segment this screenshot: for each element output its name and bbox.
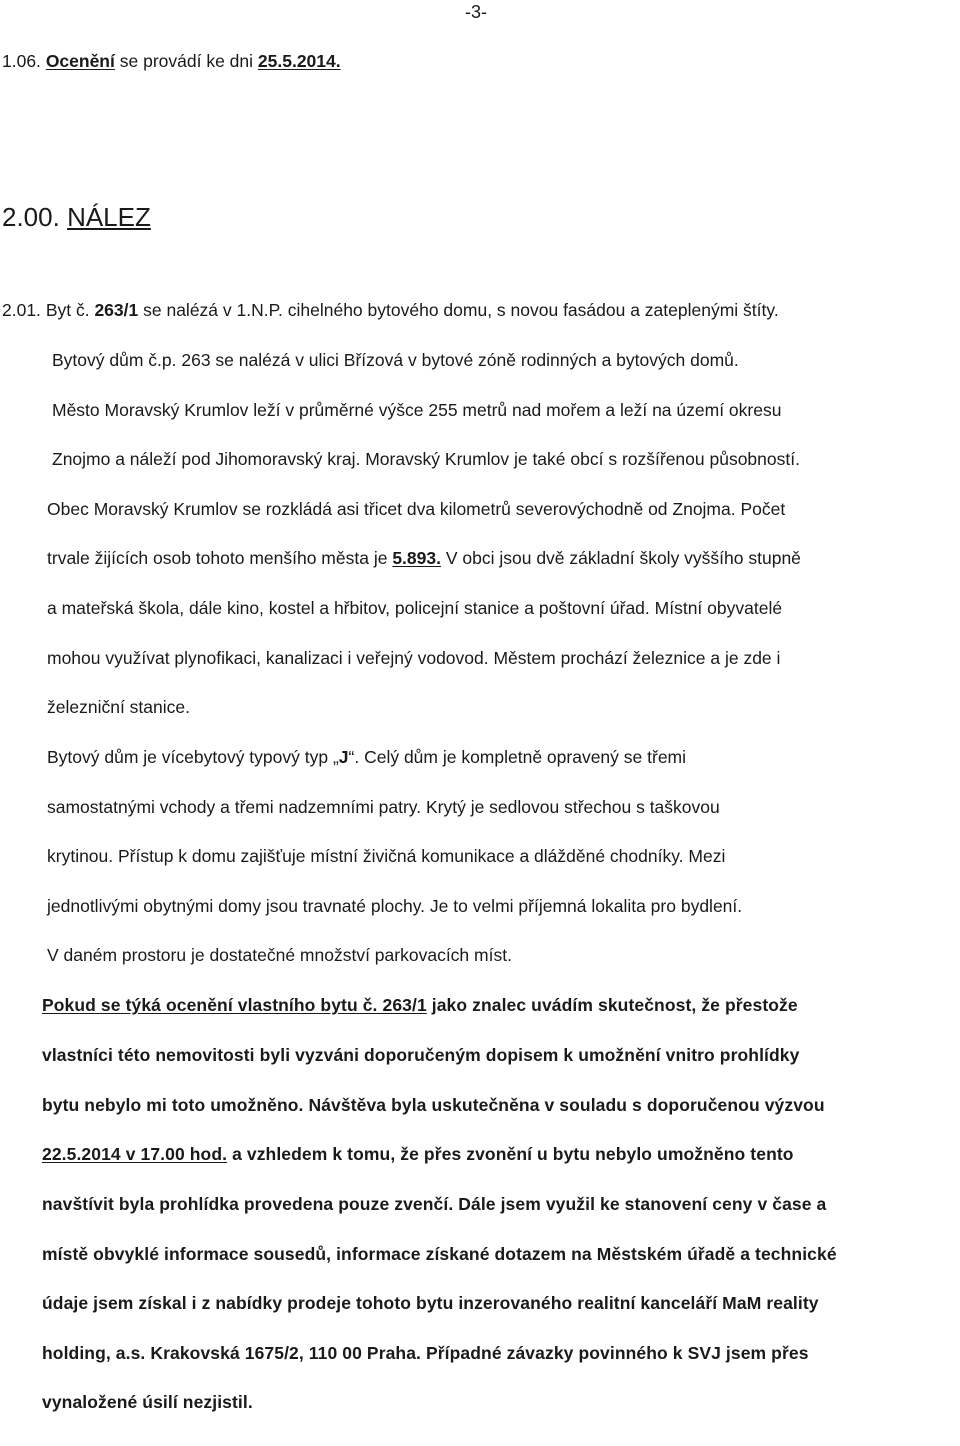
para1-line: železniční stanice.	[47, 697, 190, 717]
text: jako znalec uvádím skutečnost, že přestože	[426, 995, 798, 1015]
section-title: NÁLEZ	[67, 202, 151, 232]
para3-line-date	[42, 1143, 794, 1165]
page-number: -3-	[465, 2, 487, 22]
section-1-06	[2, 50, 341, 72]
para3-line: vynaložené úsilí nezjistil.	[42, 1392, 253, 1412]
section-title: Ocenění	[45, 51, 115, 71]
section-number: 2.00.	[2, 202, 60, 232]
section-2-01	[2, 299, 779, 321]
para1-line: a mateřská škola, dále kino, kostel a hřbitov, policejní stanice a poštovní úřad. Místní obyvatelé	[47, 598, 783, 618]
para3-underlined: Pokud se týká ocenění vlastního bytu č. 263/1	[42, 995, 427, 1015]
para3-line: navštívit byla prohlídka provedena pouze zvenčí. Dále jsem využil ke stanovení ceny v čase a	[42, 1194, 827, 1214]
para1-line: Znojmo a náleží pod Jihomoravský kraj. Moravský Krumlov je také obcí s rozšířenou působností.	[52, 449, 800, 469]
section-text: se nalézá v 1.N.P. cihelného bytového domu, s novou fasádou a zateplenými štíty.	[143, 300, 779, 320]
building-type: J	[338, 747, 349, 767]
para3-line: bytu nebylo mi toto umožněno. Návštěva byla uskutečněna v souladu s doporučenou výzvou	[42, 1095, 825, 1115]
section-number: 2.01.	[2, 300, 41, 320]
para3-line: místě obvyklé informace sousedů, informace získané dotazem na Městském úřadě a technické	[42, 1244, 837, 1264]
para1-line: Město Moravský Krumlov leží v průměrné výšce 255 metrů nad mořem a leží na území okresu	[52, 400, 782, 420]
text: a vzhledem k tomu, že přes zvonění u bytu nebylo umožněno tento	[227, 1144, 794, 1164]
text: Bytový dům je vícebytový typový typ „	[47, 747, 339, 767]
section-2-00	[2, 202, 151, 232]
population-count: 5.893.	[392, 548, 441, 568]
text: “. Celý dům je kompletně opravený se třemi	[348, 747, 687, 767]
flat-number: 263/1	[94, 300, 139, 320]
section-number: 1.06.	[2, 51, 41, 71]
visit-date: 22.5.2014 v 17.00 hod.	[42, 1144, 228, 1164]
para3-line-first	[42, 994, 798, 1016]
text: trvale žijících osob tohoto menšího města je	[47, 548, 388, 568]
para3-line: údaje jsem získal i z nabídky prodeje tohoto bytu inzerovaného realitní kanceláří MaM reality	[42, 1293, 819, 1313]
section-text: se provádí ke dni	[119, 51, 254, 71]
text: V obci jsou dvě základní školy vyššího stupně	[445, 548, 801, 568]
para1-line: mohou využívat plynofikaci, kanalizaci i veřejný vodovod. Městem prochází železnice a je zde i	[47, 648, 781, 668]
para3-line: vlastníci této nemovitosti byli vyzváni doporučeným dopisem k umožnění vnitro prohlídky	[42, 1045, 800, 1065]
para2-line-first	[47, 746, 686, 768]
para2-line: krytinou. Přístup k domu zajišťuje místní živičná komunikace a dlážděné chodníky. Mezi	[47, 846, 726, 866]
flat-label: Byt č.	[45, 300, 90, 320]
para2-line: jednotlivými obytnými domy jsou travnaté plochy. Je to velmi příjemná lokalita pro bydlení.	[47, 896, 743, 916]
para1-line: Obec Moravský Krumlov se rozkládá asi třicet dva kilometrů severovýchodně od Znojma. Počet	[47, 499, 786, 519]
para3-line: holding, a.s. Krakovská 1675/2, 110 00 Praha. Případné závazky povinného k SVJ jsem přes	[42, 1343, 809, 1363]
para1-line-population	[47, 547, 801, 569]
para1-line: Bytový dům č.p. 263 se nalézá v ulici Břízová v bytové zóně rodinných a bytových domů.	[52, 350, 739, 370]
para2-line: samostatnými vchody a třemi nadzemními patry. Krytý je sedlovou střechou s taškovou	[47, 797, 720, 817]
para2-line: V daném prostoru je dostatečné množství parkovacích míst.	[47, 945, 512, 965]
valuation-date: 25.5.2014.	[257, 51, 341, 71]
